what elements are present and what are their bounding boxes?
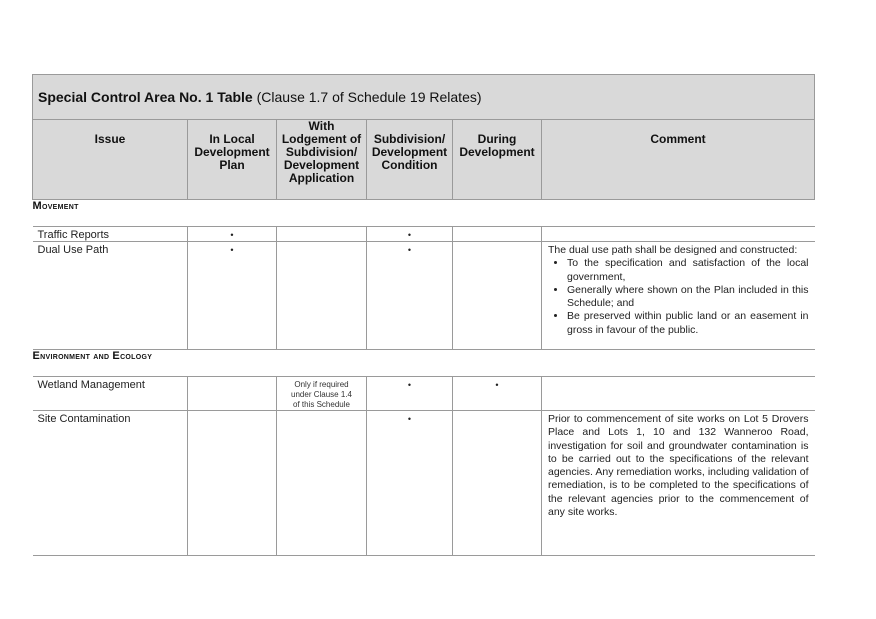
list-item: • Be preserved within public land or an easement in gross in favour of the public. [567,310,809,337]
table-row-dual-use-path [33,242,815,350]
list-item: • Generally where shown on the Plan included in this Schedule; and [567,284,809,311]
issue-cell: Traffic Reports [33,227,188,242]
table-row-wetland-management [33,377,815,411]
special-control-area-table [32,74,815,556]
empty-cell [453,242,542,350]
bullet-subdivision-condition: • [367,242,453,350]
table-title-bold: Special Control Area No. 1 Table [38,89,253,105]
table-title [33,75,815,120]
table-title-clause: (Clause 1.7 of Schedule 19 Relates) [256,89,482,105]
section-row-movement [33,200,815,227]
header-during-development: During Development [453,120,542,200]
comment-cell [542,242,815,350]
bullet-subdivision-condition: • [367,377,453,411]
empty-cell [188,411,277,556]
table-row-traffic-reports [33,227,815,242]
empty-cell [277,411,367,556]
comment-cell [542,411,815,556]
issue-cell: Dual Use Path [33,242,188,350]
comment-text: Prior to commencement of site works on Lot 5 Drovers Place and Lots 1, 10 and 132 Wanneroo Road, investigation for soil and groundwater contamination is to be carried out to the specifications of the relevant agencies. Any remediation works, including validation of remediation, is to be completed to the specifications of the relevant agencies prior to the commencement of any site works. [548,413,809,519]
empty-cell [542,227,815,242]
empty-cell [188,377,277,411]
empty-cell [453,227,542,242]
bullet-local-plan: • [188,242,277,350]
section-title-movement: Movement [33,200,815,227]
header-issue: Issue [33,120,188,200]
header-in-local-development-plan: In Local Development Plan [188,120,277,200]
issue-cell: Site Contamination [33,411,188,556]
bullet-subdivision-condition: • [367,227,453,242]
header-comment: Comment [542,120,815,200]
bullet-during-development: • [453,377,542,411]
issue-cell: Wetland Management [33,377,188,411]
section-row-environment [33,350,815,377]
bullet-subdivision-condition: • [367,411,453,556]
lodgement-note-cell: Only if required under Clause 1.4 of this Schedule [277,377,367,411]
empty-cell [453,411,542,556]
comment-list [548,257,809,337]
section-title-environment: Environment and Ecology [33,350,815,377]
table-row-site-contamination [33,411,815,556]
header-with-lodgement: With Lodgement of Subdivision/ Development Application [277,120,367,200]
empty-cell [277,242,367,350]
empty-cell [277,227,367,242]
comment-intro: The dual use path shall be designed and constructed: [548,244,798,256]
bullet-local-plan: • [188,227,277,242]
table-header-row [33,120,815,200]
header-subdivision-condition: Subdivision/ Development Condition [367,120,453,200]
list-item: • To the specification and satisfaction of the local government, [567,257,809,284]
empty-cell [542,377,815,411]
